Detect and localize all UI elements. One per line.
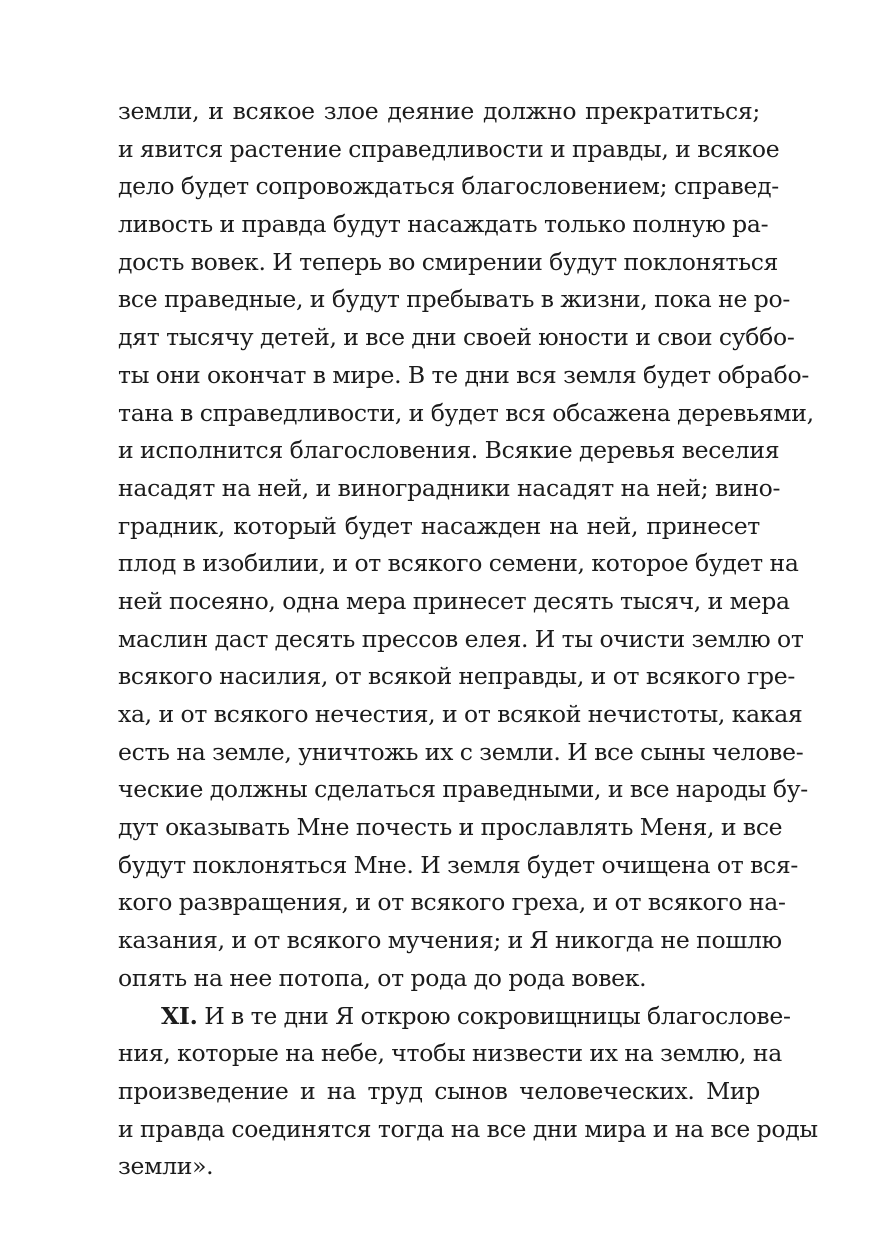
text-line: дость вовек. И теперь во смирении будут поклоняться [118, 247, 779, 276]
paragraph-2 [118, 998, 818, 1186]
text-line: градник, который будет насажден на ней, принесет [118, 511, 760, 540]
text-line: ливость и правда будут насаждать только полную ра- [118, 210, 769, 239]
text-line: ха, и от всякого нечестия, и от всякой нечистоты, какая [118, 700, 803, 728]
text-line: и правда соединятся тогда на все дни мира и на все роды [118, 1114, 818, 1143]
text-line: дело будет сопровождаться благословением; справед- [118, 172, 779, 201]
text-line: ты они окончат в мире. В те дни вся земля будет обрабо- [118, 360, 810, 389]
text-line: ния, которые на небе, чтобы низвести их на землю, на [118, 1039, 782, 1068]
text-line: всякого насилия, от всякой неправды, и от всякого гре- [118, 662, 796, 691]
text-line: земли». [118, 1152, 214, 1181]
text-line: земли, и всякое злое деяние должно прекратиться; [118, 97, 760, 125]
text-line-first [118, 998, 791, 1036]
text-line: будут поклоняться Мне. И земля будет очищена от вся- [118, 850, 799, 879]
text-line: казания, и от всякого мучения; и Я никогда не пошлю [118, 926, 782, 955]
text-line: есть на земле, уничтожь их с земли. И все сыны челове- [118, 737, 804, 766]
section-number: XI. [161, 1001, 198, 1030]
paragraph-1 [118, 93, 814, 998]
text-line: дят тысячу детей, и все дни своей юности и свои суббо- [118, 323, 795, 352]
text-line: произведение и на труд сынов человеческих. Мир [118, 1076, 760, 1105]
page-text [118, 93, 818, 1186]
text-line: опять на нее потопа, от рода до рода вовек. [118, 963, 647, 992]
text-line-first-body: И в те дни Я открою сокровищницы благослове- [204, 1001, 791, 1030]
text-line: ческие должны сделаться праведными, и все народы бу- [118, 775, 808, 804]
text-line: и явится растение справедливости и правды, и всякое [118, 134, 780, 163]
text-line: ней посеяно, одна мера принесет десять тысяч, и мера [118, 586, 790, 615]
text-line: кого развращения, и от всякого греха, и от всякого на- [118, 888, 786, 917]
text-line: дут оказывать Мне почесть и прославлять Меня, и все [118, 813, 783, 842]
text-line: тана в справедливости, и будет вся обсажена деревьями, [118, 398, 814, 427]
text-line: насадят на ней, и виноградники насадят на ней; вино- [118, 473, 781, 502]
text-line: все праведные, и будут пребывать в жизни, пока не ро- [118, 285, 790, 314]
text-line: и исполнится благословения. Всякие деревья веселия [118, 436, 780, 465]
text-line: плод в изобилии, и от всякого семени, которое будет на [118, 549, 799, 578]
text-line: маслин даст десять прессов елея. И ты очисти землю от [118, 624, 804, 653]
